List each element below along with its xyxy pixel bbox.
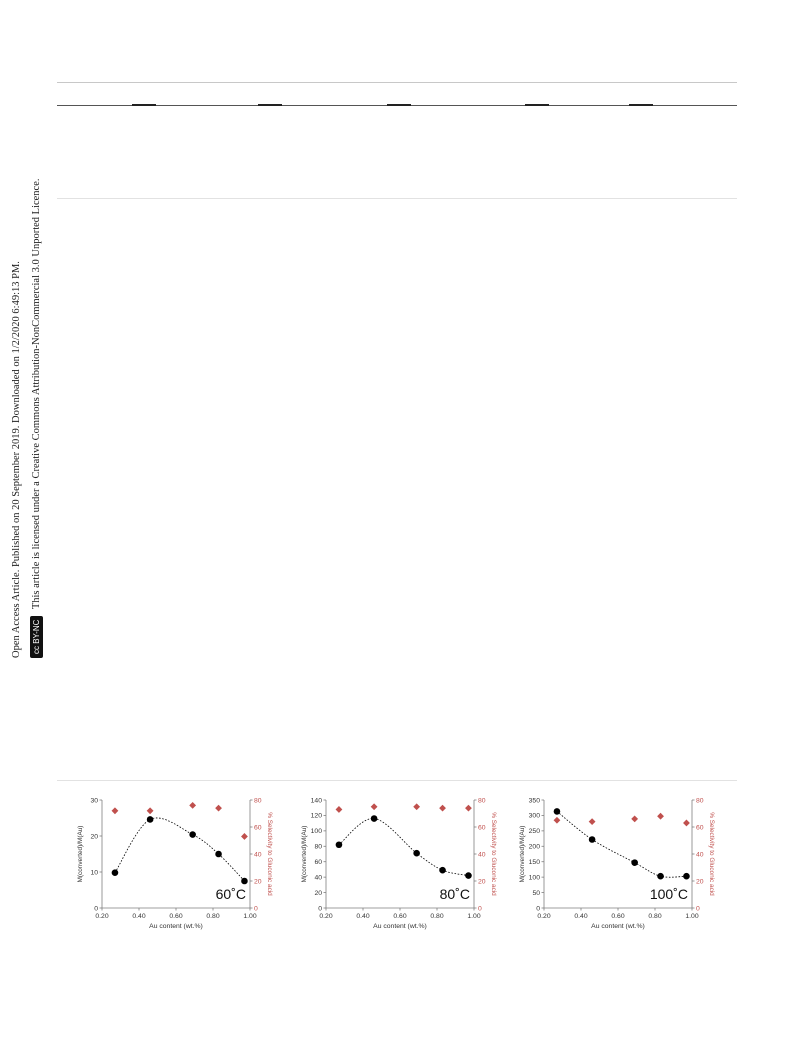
x-tick-label: 1.00 — [243, 913, 257, 920]
selectivity-point — [336, 806, 343, 813]
table-column-marker — [258, 104, 282, 106]
y-axis-label-left: M(converted)/M(Au) — [77, 825, 84, 883]
y-tick-label-right: 20 — [254, 878, 262, 886]
conversion-point — [439, 867, 446, 874]
selectivity-point — [112, 807, 119, 814]
x-tick-label: 1.00 — [467, 913, 481, 920]
chart-100c — [518, 790, 715, 930]
temperature-annotation: 60˚C — [215, 886, 246, 902]
y-tick-label-left: 100 — [528, 874, 540, 882]
y-tick-label-right: 20 — [478, 878, 486, 886]
y-tick-label-right: 40 — [478, 851, 486, 859]
selectivity-point — [215, 805, 222, 812]
x-tick-label: 0.80 — [206, 913, 220, 920]
y-tick-label-right: 80 — [696, 797, 704, 805]
selectivity-point — [189, 802, 196, 809]
y-tick-label-left: 20 — [90, 833, 98, 841]
y-tick-label-right: 40 — [254, 851, 262, 859]
y-axis-label-right: % Selectivity to Gluconic acid — [490, 812, 497, 896]
x-axis-label: Au content (wt.%) — [591, 923, 645, 930]
selectivity-point — [683, 820, 690, 827]
y-tick-label-left: 40 — [314, 874, 322, 882]
license-sidebar — [10, 118, 43, 658]
x-tick-label: 0.40 — [574, 913, 588, 920]
selectivity-point — [589, 818, 596, 825]
y-tick-label-left: 120 — [310, 812, 322, 820]
x-tick-label: 0.60 — [611, 913, 625, 920]
y-tick-label-right: 0 — [478, 905, 482, 913]
y-tick-label-left: 50 — [532, 889, 540, 897]
y-tick-label-left: 350 — [528, 797, 540, 805]
table-column-marker — [525, 104, 549, 106]
conversion-point — [215, 851, 222, 858]
conversion-point — [657, 873, 664, 880]
selectivity-point — [657, 813, 664, 820]
section-rule — [57, 198, 737, 199]
x-tick-label: 0.60 — [169, 913, 183, 920]
y-tick-label-left: 300 — [528, 812, 540, 820]
y-tick-label-right: 60 — [696, 824, 704, 832]
conversion-point — [112, 869, 119, 876]
conversion-point — [465, 872, 472, 879]
conversion-point — [631, 859, 638, 866]
table-column-marker — [387, 104, 411, 106]
y-tick-label-right: 0 — [254, 905, 258, 913]
conversion-point — [336, 841, 343, 848]
conversion-point — [147, 816, 154, 823]
selectivity-point — [241, 833, 248, 840]
conversion-point — [371, 815, 378, 822]
chart-60c — [76, 790, 273, 930]
x-axis-label: Au content (wt.%) — [373, 923, 427, 930]
conversion-trend-line — [339, 818, 469, 875]
conversion-point — [189, 831, 196, 838]
selectivity-point — [439, 805, 446, 812]
y-tick-label-right: 0 — [696, 905, 700, 913]
cc-license-badge: cc BY-NC — [30, 616, 43, 658]
y-tick-label-right: 20 — [696, 878, 704, 886]
y-tick-label-left: 0 — [94, 905, 98, 913]
y-axis-label-left: M(converted)/M(Au) — [301, 825, 308, 883]
y-tick-label-left: 140 — [310, 797, 322, 805]
figure-rule — [57, 780, 737, 781]
y-axis-label-left: M(converted)/M(Au) — [519, 825, 526, 883]
table-column-marker — [132, 104, 156, 106]
selectivity-point — [631, 816, 638, 823]
selectivity-point — [413, 803, 420, 810]
y-tick-label-right: 60 — [478, 824, 486, 832]
x-tick-label: 0.20 — [319, 913, 333, 920]
conversion-trend-line — [115, 818, 245, 881]
selectivity-point — [554, 817, 561, 824]
x-tick-label: 0.60 — [393, 913, 407, 920]
y-axis-label-right: % Selectivity to Gluconic acid — [708, 812, 715, 896]
x-tick-label: 0.80 — [430, 913, 444, 920]
y-tick-label-left: 60 — [314, 859, 322, 867]
y-tick-label-right: 60 — [254, 824, 262, 832]
chart-80c — [300, 790, 497, 930]
temperature-annotation: 100˚C — [649, 886, 688, 902]
conversion-point — [554, 808, 561, 815]
temperature-annotation: 80˚C — [439, 886, 470, 902]
y-tick-label-right: 80 — [254, 797, 262, 805]
y-tick-label-left: 80 — [314, 843, 322, 851]
selectivity-point — [147, 807, 154, 814]
conversion-point — [589, 836, 596, 843]
y-axis-label-right: % Selectivity to Gluconic acid — [266, 812, 273, 896]
x-tick-label: 0.40 — [132, 913, 146, 920]
conversion-point — [683, 873, 690, 880]
conversion-point — [413, 850, 420, 857]
y-tick-label-left: 150 — [528, 859, 540, 867]
y-tick-label-left: 20 — [314, 889, 322, 897]
x-tick-label: 1.00 — [685, 913, 699, 920]
x-tick-label: 0.20 — [537, 913, 551, 920]
y-tick-label-left: 0 — [318, 905, 322, 913]
license-notice: This article is licensed under a Creative Commons Attribution-NonCommercial 3.0 Unported Licence. — [31, 178, 42, 610]
y-tick-label-left: 250 — [528, 828, 540, 836]
y-tick-label-right: 40 — [696, 851, 704, 859]
conversion-point — [241, 878, 248, 885]
y-tick-label-left: 200 — [528, 843, 540, 851]
selectivity-point — [465, 805, 472, 812]
y-tick-label-left: 0 — [536, 905, 540, 913]
y-tick-label-left: 100 — [310, 828, 322, 836]
x-tick-label: 0.80 — [648, 913, 662, 920]
x-axis-label: Au content (wt.%) — [149, 923, 203, 930]
conversion-trend-line — [557, 811, 687, 877]
x-tick-label: 0.40 — [356, 913, 370, 920]
published-notice: Open Access Article. Published on 20 September 2019. Downloaded on 1/2/2020 6:49:13 PM. — [11, 261, 22, 658]
y-tick-label-left: 30 — [90, 797, 98, 805]
x-tick-label: 0.20 — [95, 913, 109, 920]
top-rule — [57, 82, 737, 83]
table-column-marker — [629, 104, 653, 106]
y-tick-label-right: 80 — [478, 797, 486, 805]
selectivity-point — [371, 803, 378, 810]
y-tick-label-left: 10 — [90, 869, 98, 877]
